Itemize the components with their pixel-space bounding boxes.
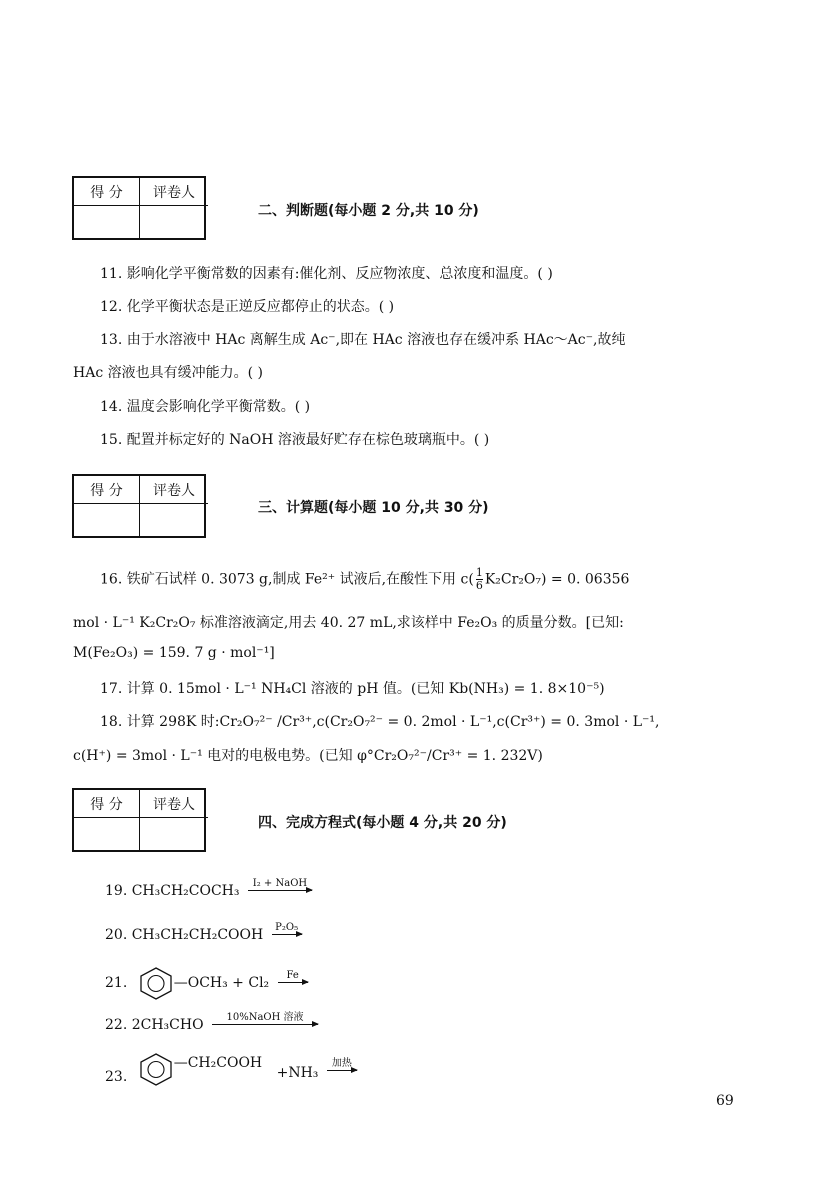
question-17: 17. 计算 0. 15mol · L⁻¹ NH₄Cl 溶液的 pH 值。(已知 Kb(NH₃) = 1. 8×10⁻⁵) — [100, 681, 605, 697]
score-cell — [74, 206, 140, 240]
question-16-line2: mol · L⁻¹ K₂Cr₂O₇ 标准溶液滴定,用去 40. 27 mL,求该样中 Fe₂O₃ 的质量分数。[已知: — [73, 615, 624, 631]
reactant: 2CH₃CHO — [131, 1017, 204, 1033]
grader-label: 评卷人 — [140, 790, 208, 818]
question-15: 15. 配置并标定好的 NaOH 溶液最好贮存在棕色玻璃瓶中。( ) — [100, 432, 490, 448]
equation-number: 19. — [105, 883, 128, 899]
reactant: —OCH₃ + Cl₂ — [173, 975, 270, 991]
q16-text-b: K₂Cr₂O₇) = 0. 06356 — [484, 571, 630, 588]
q16-text-a: 16. 铁矿石试样 0. 3073 g,制成 Fe²⁺ 试液后,在酸性下用 c( — [100, 571, 474, 588]
reactant: CH₃CH₂CH₂COOH — [131, 927, 264, 943]
reaction-condition: 10%NaOH 溶液 — [226, 1012, 304, 1023]
equation-23 — [105, 1052, 357, 1086]
equation-21 — [105, 966, 308, 1000]
score-label: 得 分 — [74, 476, 140, 504]
reaction-arrow — [278, 970, 308, 991]
section-heading: 四、完成方程式(每小题 4 分,共 20 分) — [258, 815, 507, 831]
frac-num: 1 — [475, 566, 483, 579]
question-16 — [100, 567, 629, 592]
grader-label: 评卷人 — [140, 178, 208, 206]
grader-cell — [140, 504, 208, 538]
reaction-condition: P₂O₅ — [275, 922, 299, 933]
page-number: 69 — [716, 1093, 734, 1109]
reactant-2: +NH₃ — [276, 1065, 319, 1081]
fraction — [476, 567, 483, 592]
grader-label: 评卷人 — [140, 476, 208, 504]
score-label: 得 分 — [74, 790, 140, 818]
grader-cell — [140, 818, 208, 852]
question-14: 14. 温度会影响化学平衡常数。( ) — [100, 399, 311, 415]
reaction-arrow — [327, 1058, 357, 1079]
question-18-line2: c(H⁺) = 3mol · L⁻¹ 电对的电极电势。(已知 φ°Cr₂O₇²⁻/Cr³⁺ = 1. 232V) — [73, 748, 543, 764]
grader-cell — [140, 206, 208, 240]
equation-number: 20. — [105, 927, 128, 943]
equation-20 — [105, 922, 302, 943]
question-13-cont: HAc 溶液也具有缓冲能力。( ) — [73, 365, 263, 381]
question-18: 18. 计算 298K 时:Cr₂O₇²⁻ /Cr³⁺,c(Cr₂O₇²⁻ = 0. 2mol · L⁻¹,c(Cr³⁺) = 0. 3mol · L⁻¹, — [100, 714, 660, 730]
reactant: CH₃CH₂COCH₃ — [131, 883, 240, 899]
score-label: 得 分 — [74, 178, 140, 206]
reaction-arrow — [248, 878, 312, 899]
question-11: 11. 影响化学平衡常数的因素有:催化剂、反应物浓度、总浓度和温度。( ) — [100, 266, 553, 282]
reaction-condition: 加热 — [331, 1058, 352, 1069]
reaction-condition: Fe — [286, 970, 299, 981]
benzene-ring-icon — [138, 1052, 174, 1086]
reactant: —CH₂COOH — [173, 1055, 263, 1071]
score-box — [72, 474, 206, 538]
section-heading: 二、判断题(每小题 2 分,共 10 分) — [258, 203, 479, 219]
question-16-line3: M(Fe₂O₃) = 159. 7 g · mol⁻¹] — [73, 645, 275, 661]
frac-den: 6 — [475, 579, 483, 592]
equation-number: 21. — [105, 975, 128, 991]
equation-number: 23. — [105, 1069, 128, 1085]
section-heading: 三、计算题(每小题 10 分,共 30 分) — [258, 500, 489, 516]
equation-number: 22. — [105, 1017, 128, 1033]
equation-22 — [105, 1012, 318, 1033]
score-box — [72, 176, 206, 240]
reaction-arrow — [212, 1012, 318, 1033]
equation-19 — [105, 878, 312, 899]
benzene-ring-icon — [138, 966, 174, 1000]
score-cell — [74, 504, 140, 538]
score-cell — [74, 818, 140, 852]
reaction-condition: I₂ + NaOH — [252, 878, 308, 889]
question-13: 13. 由于水溶液中 HAc 离解生成 Ac⁻,即在 HAc 溶液也存在缓冲系 HAc～Ac⁻,故纯 — [100, 332, 626, 348]
reaction-arrow — [272, 922, 302, 943]
score-box — [72, 788, 206, 852]
question-12: 12. 化学平衡状态是正逆反应都停止的状态。( ) — [100, 299, 395, 315]
